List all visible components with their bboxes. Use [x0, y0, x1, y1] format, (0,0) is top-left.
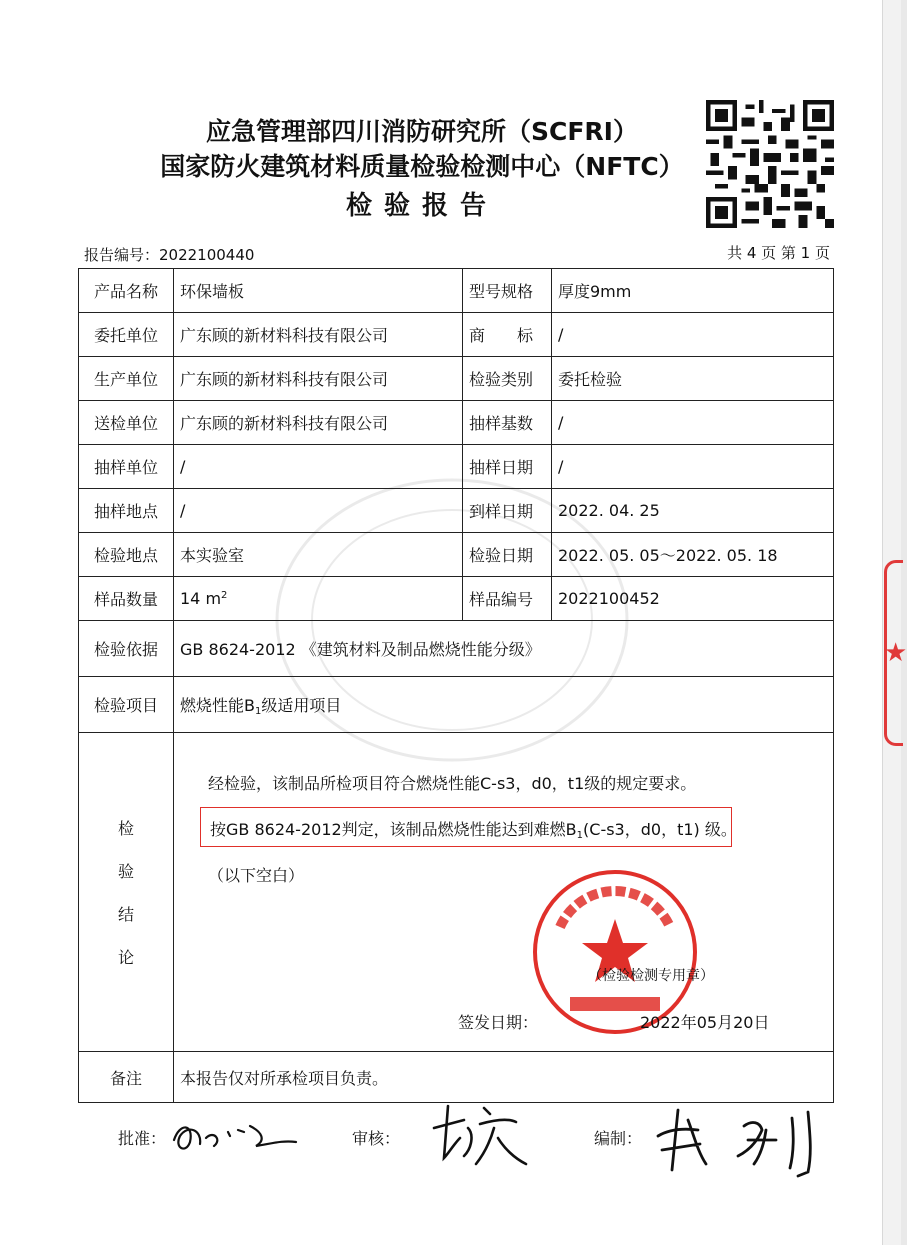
- field-label: 产品名称: [79, 269, 174, 313]
- field-label: 商 标: [463, 313, 552, 357]
- conclusion-line: 经检验，该制品所检项目符合燃烧性能C-s3，d0，t1级的规定要求。: [208, 774, 697, 793]
- field-label: 检验地点: [79, 533, 174, 577]
- table-row: [79, 577, 834, 621]
- issue-date-label: 签发日期：: [458, 1013, 539, 1032]
- conclusion-verdict: [210, 817, 737, 841]
- field-label: 到样日期: [463, 489, 552, 533]
- field-value: /: [174, 445, 463, 489]
- table-row: [79, 357, 834, 401]
- field-value: [174, 577, 463, 621]
- seal-caption: （检验检测专用章）: [588, 968, 714, 984]
- blank-below-note: （以下空白）: [208, 866, 305, 885]
- report-number: 报告编号：2022100440: [84, 246, 255, 264]
- field-value: /: [174, 489, 463, 533]
- center-title: 国家防火建筑材料质量检验检测中心（NFTC）: [160, 152, 684, 181]
- field-label: 备注: [79, 1052, 174, 1103]
- field-label: 抽样地点: [79, 489, 174, 533]
- table-row: [79, 269, 834, 313]
- field-value: GB 8624-2012 《建筑材料及制品燃烧性能分级》: [174, 621, 834, 677]
- table-row: [79, 621, 834, 677]
- table-row: [79, 533, 834, 577]
- conclusion-row: [79, 733, 834, 1052]
- field-value: 委托检验: [552, 357, 834, 401]
- conclusion-label: [79, 733, 174, 1052]
- field-label: 抽样日期: [463, 445, 552, 489]
- field-value: 环保墙板: [174, 269, 463, 313]
- field-label: 生产单位: [79, 357, 174, 401]
- report-table: [78, 268, 834, 1103]
- review-label: 审核：: [352, 1129, 401, 1148]
- approver-signature: [166, 1110, 306, 1160]
- table-row: [79, 489, 834, 533]
- label-char: 检: [117, 819, 134, 838]
- label-char: 结: [117, 905, 134, 924]
- field-value: 2022100452: [552, 577, 834, 621]
- label-char: 验: [117, 862, 134, 881]
- field-label: 样品编号: [463, 577, 552, 621]
- field-value: /: [552, 313, 834, 357]
- edge-star-icon: ★: [884, 638, 907, 668]
- field-value: 广东顾的新材料科技有限公司: [174, 401, 463, 445]
- subscript: 1: [576, 830, 584, 841]
- report-title: 检验报告: [345, 191, 498, 221]
- table-row: [79, 401, 834, 445]
- field-label: 型号规格: [463, 269, 552, 313]
- table-row: [79, 677, 834, 733]
- conclusion-cell: [174, 733, 834, 1052]
- table-row: [79, 313, 834, 357]
- field-value: 本报告仅对所承检项目负责。: [174, 1052, 834, 1103]
- note-row: [79, 1052, 834, 1103]
- issue-date: 2022年05月20日: [640, 1013, 770, 1032]
- field-value: [174, 677, 834, 733]
- label-char: 论: [117, 948, 134, 967]
- field-label: 样品数量: [79, 577, 174, 621]
- compile-label: 编制：: [594, 1129, 643, 1148]
- field-label: 送检单位: [79, 401, 174, 445]
- field-label: 委托单位: [79, 313, 174, 357]
- sample-quantity: 14 m: [180, 589, 222, 608]
- institute-title: 应急管理部四川消防研究所（SCFRI）: [206, 117, 638, 146]
- reviewer-signature: [424, 1098, 534, 1178]
- field-value: 广东顾的新材料科技有限公司: [174, 313, 463, 357]
- field-value: /: [552, 445, 834, 489]
- field-value: 2022. 04. 25: [552, 489, 834, 533]
- field-value: 本实验室: [174, 533, 463, 577]
- verdict-text: 按GB 8624-2012判定，该制品燃烧性能达到难燃B: [210, 820, 577, 839]
- page-count: 共 4 页 第 1 页: [727, 244, 830, 262]
- items-text: 燃烧性能B: [180, 695, 255, 715]
- field-label: 抽样基数: [463, 401, 552, 445]
- table-row: [79, 445, 834, 489]
- field-label: 检验依据: [79, 621, 174, 677]
- compiler-signature: [648, 1100, 828, 1180]
- approve-label: 批准：: [118, 1129, 167, 1148]
- field-value: 厚度9mm: [552, 269, 834, 313]
- verdict-text: (C-s3，d0，t1) 级。: [583, 820, 737, 839]
- field-label: 检验日期: [463, 533, 552, 577]
- items-text: 级适用项目: [261, 695, 342, 715]
- field-value: /: [552, 401, 834, 445]
- field-value: 2022. 05. 05～2022. 05. 18: [552, 533, 834, 577]
- field-label: 抽样单位: [79, 445, 174, 489]
- subscript: 1: [254, 705, 262, 717]
- unit-superscript: 2: [221, 590, 228, 601]
- field-label: 检验项目: [79, 677, 174, 733]
- field-value: 广东顾的新材料科技有限公司: [174, 357, 463, 401]
- field-label: 检验类别: [463, 357, 552, 401]
- qr-code-icon: [706, 100, 834, 228]
